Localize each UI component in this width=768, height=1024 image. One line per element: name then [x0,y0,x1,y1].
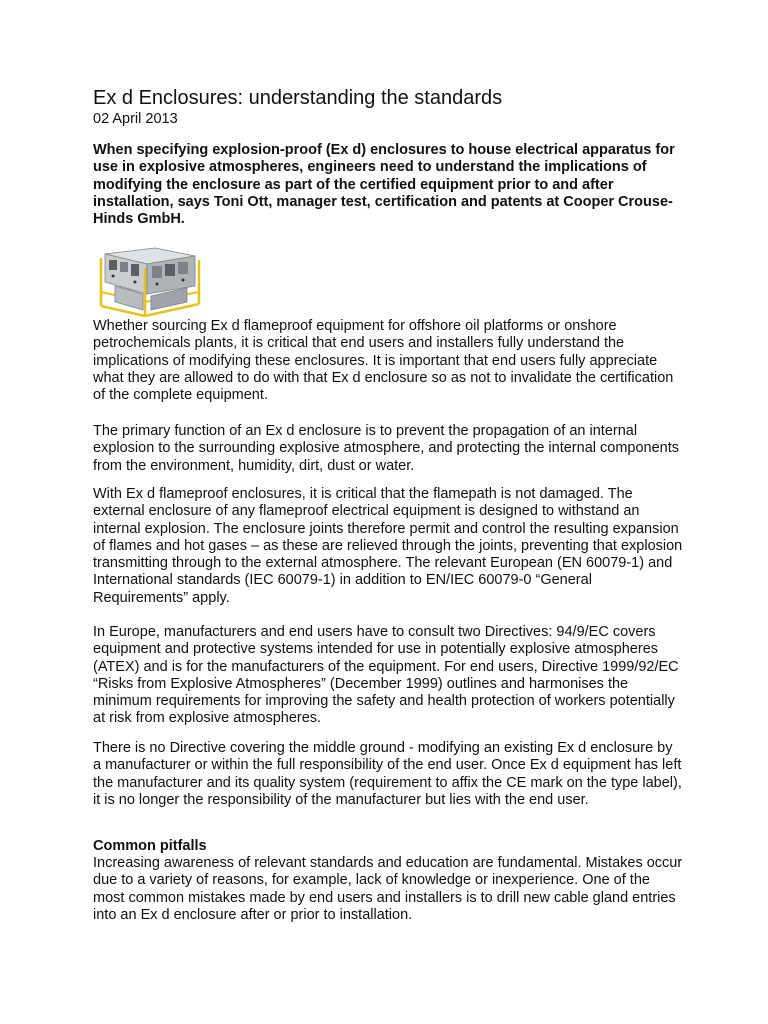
paragraph: The primary function of an Ex d enclosure is to prevent the propagation of an internal explosion to the surrounding explosive atmosphere, and protecting the internal components from the environment, humidity, dirt, dust or water. [93,423,680,474]
enclosure-photo [95,246,207,318]
paragraph: Whether sourcing Ex d flameproof equipment for offshore oil platforms or onshore petrochemicals plants, it is critical that end users and installers fully understand the implications of modifying these enclosures. It is important that end users fully appreciate what they are allowed to do with that Ex d enclosure so as not to invalidate the certification of the complete equipment. [93,318,674,404]
article-title: Ex d Enclosures: understanding the standards [93,87,503,109]
section-heading: Common pitfalls [93,838,207,854]
enclosure-equipment-icon [95,246,207,318]
paragraph: In Europe, manufacturers and end users have to consult two Directives: 94/9/EC covers equipment and protective systems intended for use in potentially explosive atmospheres (ATEX) and is for the manufacturers of the equipment. For end users, Directive 1999/92/EC “Risks from Explosive Atmospheres” (December 1999) outlines and harmonises the minimum requirements for improving the safety and health protection of workers potentially at risk from explosive atmospheres. [93,624,679,727]
paragraph: With Ex d flameproof enclosures, it is critical that the flamepath is not damaged. The external enclosure of any flameproof electrical equipment is designed to withstand an internal explosion. The enclosure joints therefore permit and control the resulting expansion of flames and hot gases – as these are relieved through the joints, preventing that explosion transmitting through to the external atmosphere. The relevant European (EN 60079-1) and International standards (IEC 60079-1) in addition to EN/IEC 60079-0 “General Requirements” apply. [93,486,683,606]
paragraph: There is no Directive covering the middle ground - modifying an existing Ex d enclosure by a manufacturer or within the full responsibility of the end user. Once Ex d equipment has left the manufacturer and its quality system (requirement to affix the CE mark on the type label), it is no longer the responsibility of the manufacturer but lies with the end user. [93,740,682,808]
paragraph: Increasing awareness of relevant standards and education are fundamental. Mistakes occur due to a variety of reasons, for example, lack of knowledge or inexperience. One of the most common mistakes made by end users and installers is to drill new cable gland entries into an Ex d enclosure after or prior to installation. [93,855,683,923]
article-date: 02 April 2013 [93,111,178,127]
article-lead: When specifying explosion-proof (Ex d) enclosures to house electrical apparatus for use in explosive atmospheres, engineers need to understand the implications of modifying the enclosure as part of the certified equipment prior to and after installation, says Toni Ott, manager test, certification and patents at Cooper Crouse-Hinds GmbH. [93,142,675,228]
